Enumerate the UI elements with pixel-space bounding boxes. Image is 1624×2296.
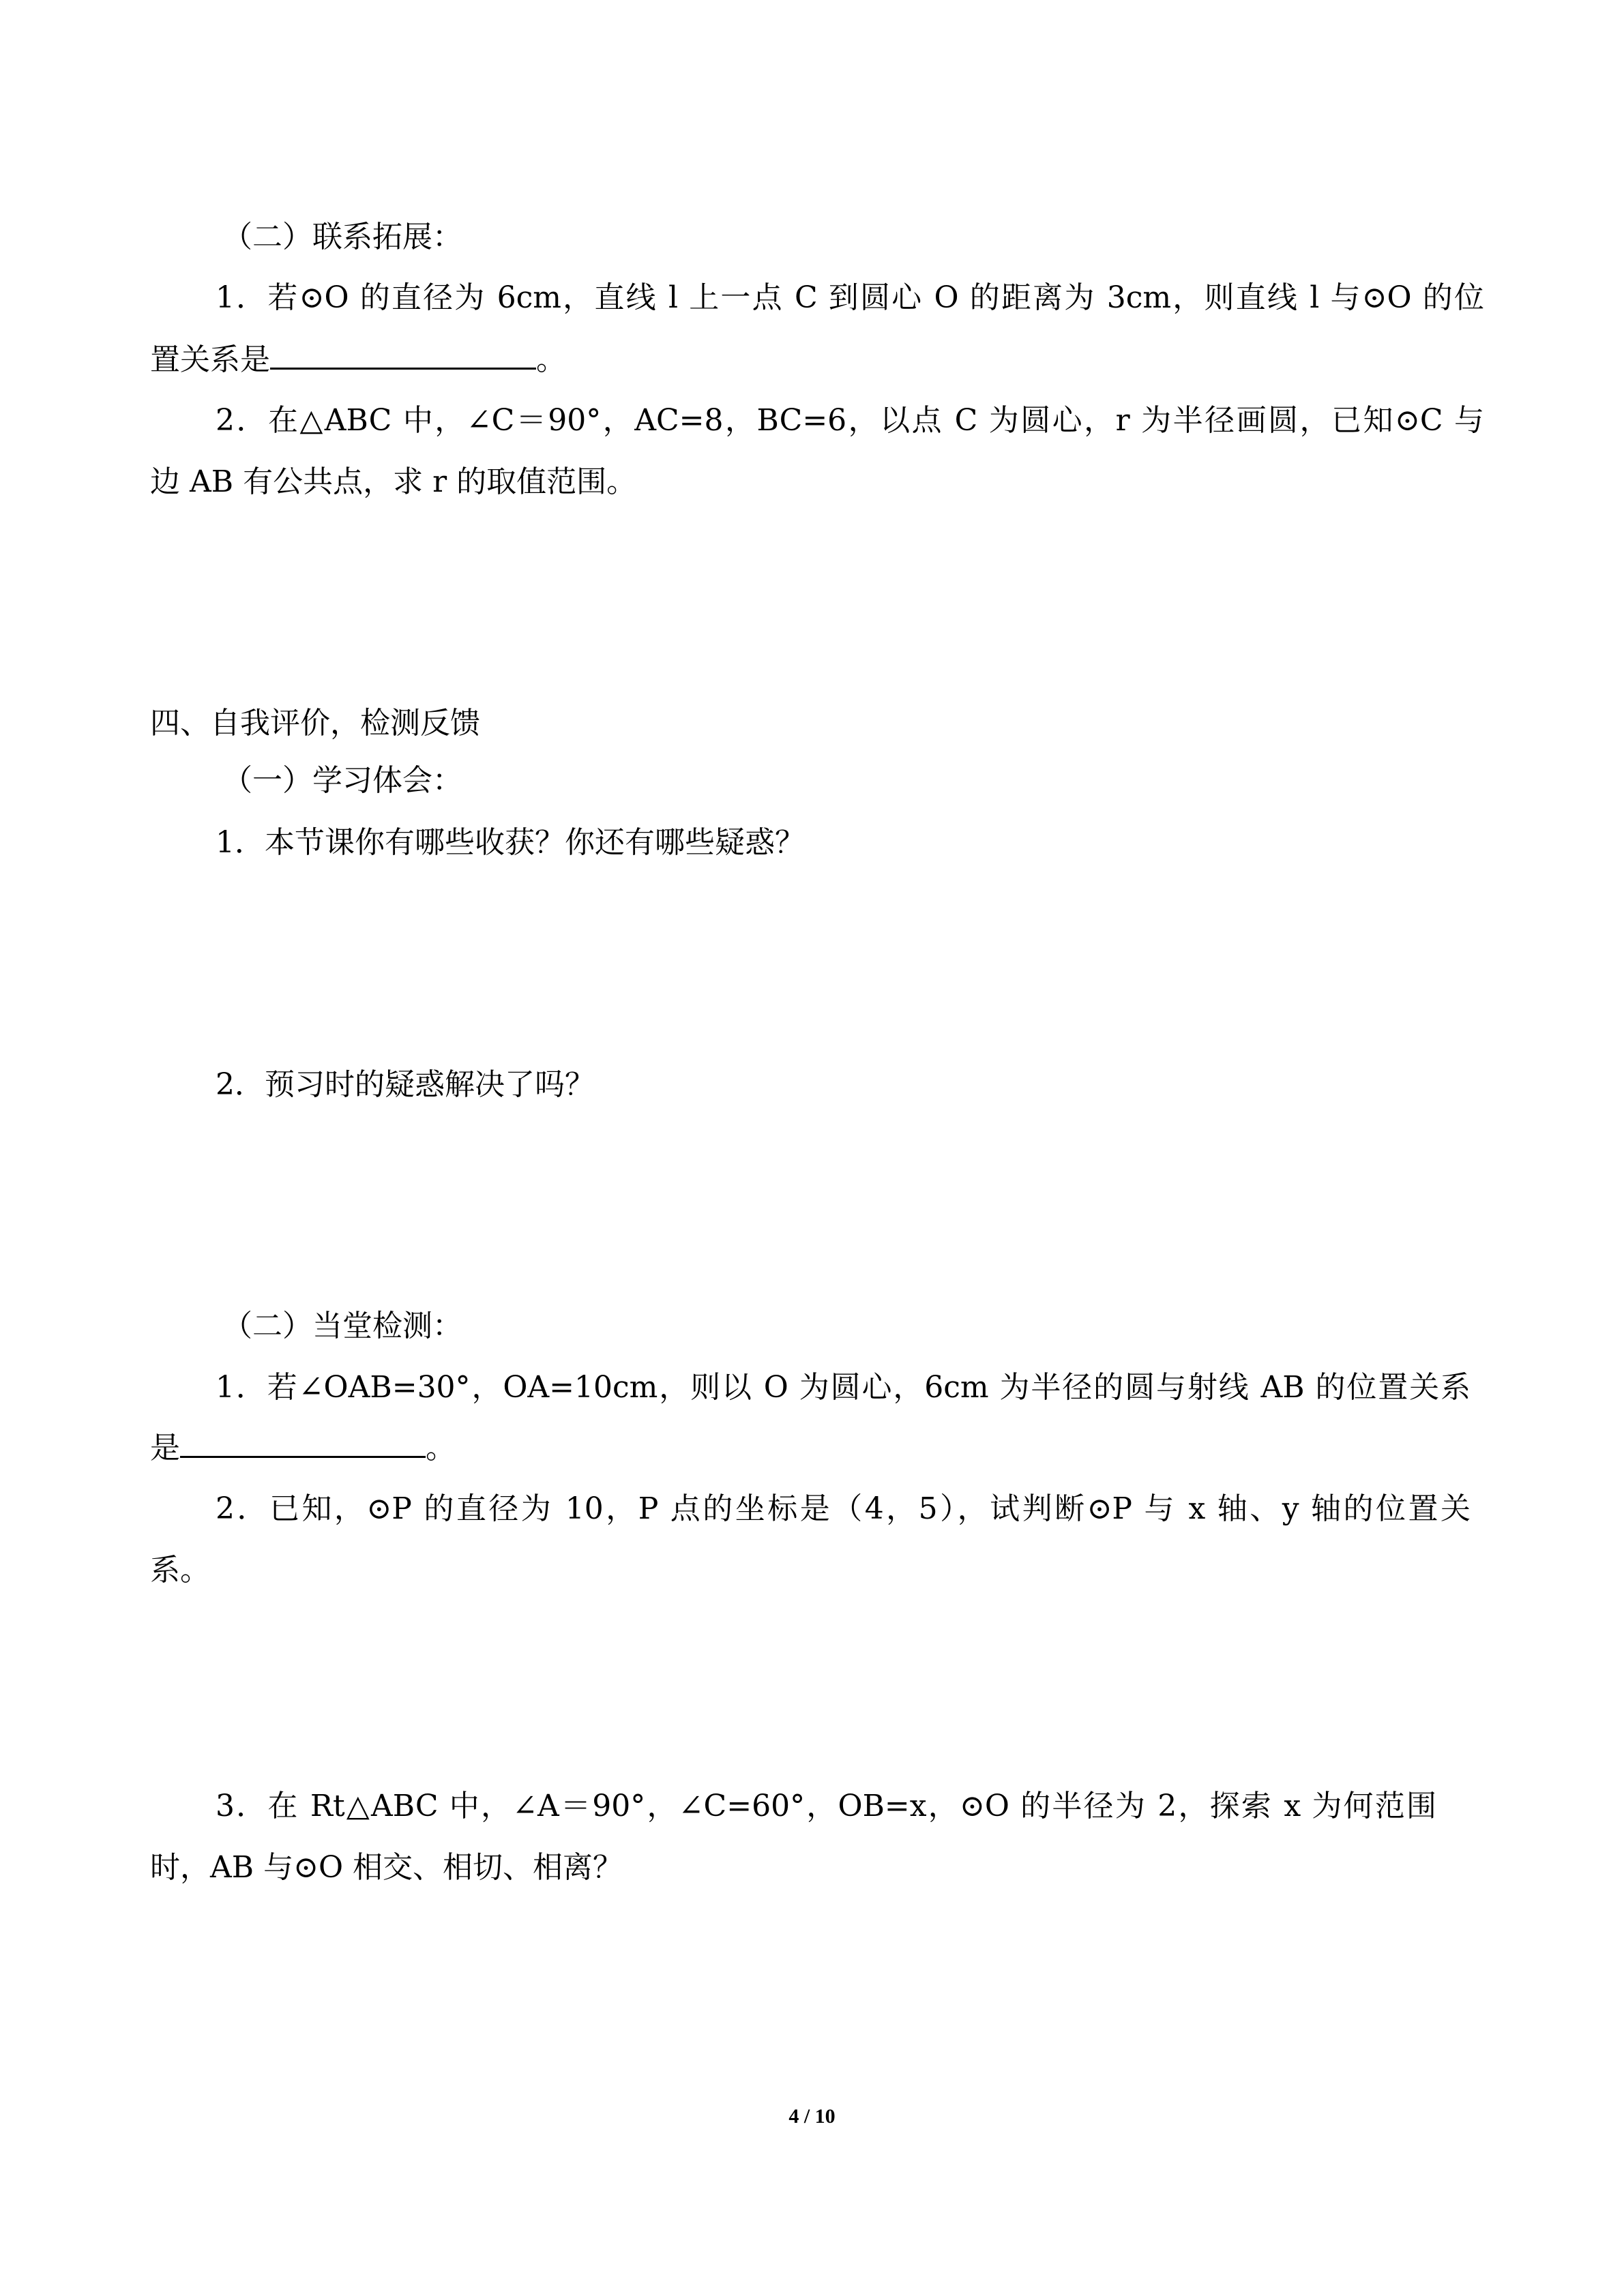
subsection-heading: （二）当堂检测： xyxy=(222,1309,462,1343)
test-question-3-line-1: 3．在 Rt△ABC 中，∠A＝90°，∠C=60°，OB=x，⊙O 的半径为 2，探索 x 为何范围 xyxy=(216,1789,1436,1823)
test-question-1-suffix: 。 xyxy=(426,1431,456,1465)
section-heading: （二）联系拓展： xyxy=(222,220,462,254)
page-number: 4 / 10 xyxy=(788,2105,836,2128)
question-2-line-1: 2．在△ABC 中，∠C＝90°，AC=8，BC=6，以点 C 为圆心，r 为半径画圆，已知⊙C 与 xyxy=(216,403,1484,438)
question-1-line-1: 1．若⊙O 的直径为 6cm，直线 l 上一点 C 到圆心 O 的距离为 3cm，则直线 l 与⊙O 的位 xyxy=(216,280,1484,315)
subsection-heading: （一）学习体会： xyxy=(222,763,462,798)
question-2-line-2: 边 AB 有公共点，求 r 的取值范围。 xyxy=(150,464,637,499)
answer-blank[interactable] xyxy=(270,339,536,370)
section-heading: 四、自我评价，检测反馈 xyxy=(150,706,480,741)
test-question-1-prefix: 是 xyxy=(150,1431,180,1465)
question-1-prefix: 置关系是 xyxy=(150,342,270,377)
test-question-1-line-1: 1．若∠OAB=30°，OA=10cm，则以 O 为圆心，6cm 为半径的圆与射线 AB 的位置关系 xyxy=(216,1370,1471,1405)
question-1-suffix: 。 xyxy=(536,342,566,377)
reflection-question-1: 1．本节课你有哪些收获？你还有哪些疑惑？ xyxy=(216,825,805,860)
test-question-3-line-2: 时，AB 与⊙O 相交、相切、相离？ xyxy=(150,1850,623,1885)
test-question-2-line-2: 系。 xyxy=(150,1553,210,1587)
test-question-1-line-2 xyxy=(150,1427,456,1469)
question-1-line-2 xyxy=(150,339,566,381)
answer-blank[interactable] xyxy=(180,1427,426,1458)
test-question-2-line-1: 2．已知，⊙P 的直径为 10，P 点的坐标是（4，5），试判断⊙P 与 x 轴、y 轴的位置关 xyxy=(216,1491,1471,1526)
reflection-question-2: 2．预习时的疑惑解决了吗？ xyxy=(216,1067,595,1102)
